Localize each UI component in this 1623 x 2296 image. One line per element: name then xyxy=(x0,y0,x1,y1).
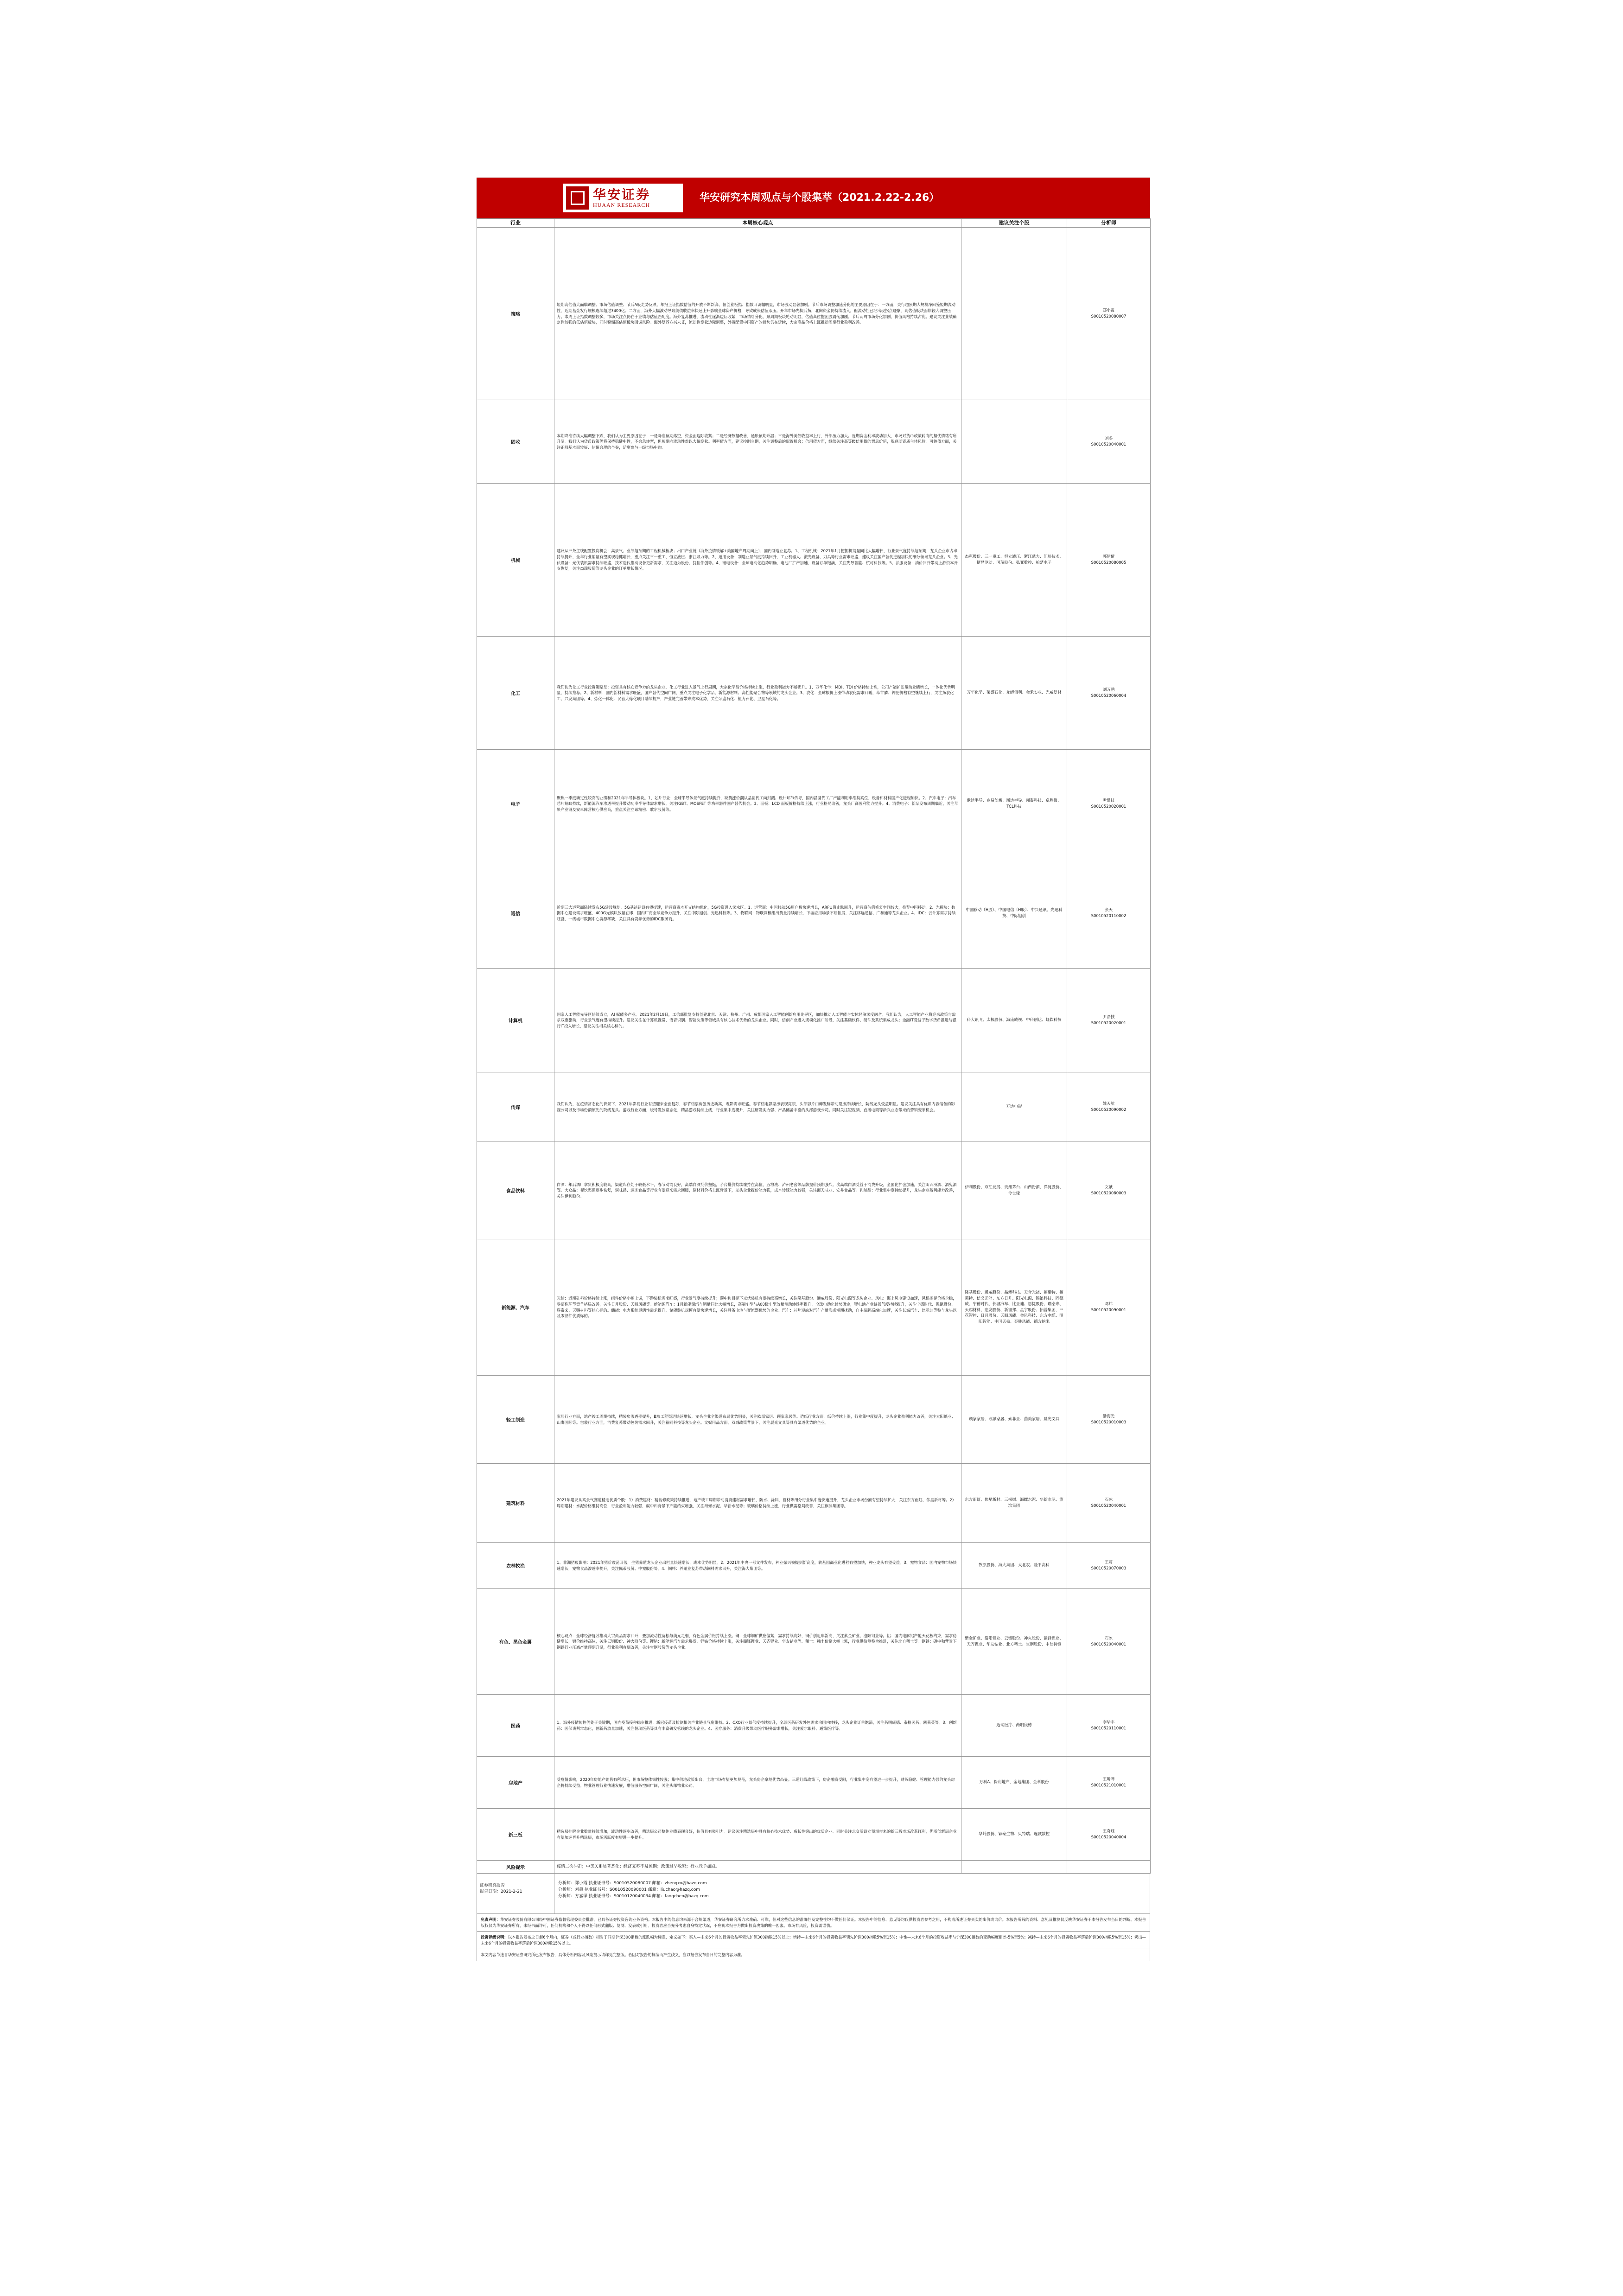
analyst-cell: 邓炜 S0010520090001 xyxy=(1067,1239,1151,1376)
sector-cell: 农林牧渔 xyxy=(477,1543,554,1589)
core-view-cell: 疫情二次冲击；中美关系显著恶化；经济复苏不及预期；政策过早收紧；行业竞争加剧。 xyxy=(554,1861,961,1874)
table-row xyxy=(477,969,1151,1072)
sector-cell: 食品饮料 xyxy=(477,1142,554,1239)
table-row xyxy=(477,1376,1151,1464)
core-view-cell: 精选层挂牌企业数量持续增加，流动性逐步改善，精选层公司整体业绩表现良好，估值具有吸引力。建议关注精选层中具有核心技术优势、成长性突出的优质企业。同时关注北交所设立预期带来的新三板市场改革红利，优质创新层企业有望加速晋升精选层，市场活跃度有望进一步提升。 xyxy=(554,1809,961,1861)
table-row xyxy=(477,228,1151,400)
core-view-cell: 1、海外疫情防控仍处于关键期，国内疫苗接种稳步推进，新冠疫苗及检测相关产业链景气度维持。2、CXO行业景气度持续提升，全球医药研发外包需求向国内转移，龙头企业订单饱满，关注药明康德、泰格医药、凯莱英等。3、创新药：医保谈判常态化，创新药放量加速，关注恒瑞医药等具有丰富研发管线的龙头企业。4、医疗服务：消费升级带动医疗服务需求增长，关注爱尔眼科、通策医疗等。 xyxy=(554,1695,961,1757)
sector-cell: 有色、黑色金属 xyxy=(477,1589,554,1695)
core-view-cell: 受疫情影响，2020年房地产销售有所承压，但市场整体韧性较强；集中供地政策出台，土地市场有望更加规范，龙头房企拿地优势凸显。三道红线政策下，房企融资受限，行业集中度有望进一步提升，财务稳健、管理能力强的龙头房企将持续受益。物业管理行业快速发展，增值服务空间广阔，关注头部物业公司。 xyxy=(554,1757,961,1809)
stocks-cell xyxy=(961,228,1067,400)
sector-cell: 新三板 xyxy=(477,1809,554,1861)
stocks-cell xyxy=(961,1861,1067,1874)
stocks-cell: 牧原股份、海大集团、大北农、隆平高科 xyxy=(961,1543,1067,1589)
sector-cell: 电子 xyxy=(477,750,554,858)
table-row xyxy=(477,1861,1151,1874)
analyst-contact: 分析师：郑小霞 执业证书号：S0010520080007 邮箱：zhengxx@hazq.com xyxy=(558,1881,707,1886)
core-view-cell: 2021年建议从高景气赛道精选优质个股：1）消费建材：精装修政策持续推进，地产竣工周期带动消费建材需求增长，防水、涂料、管材等细分行业集中度快速提升，龙头企业市场份额有望持续扩大，关注东方雨虹、伟星新材等。2）周期建材：水泥价格维持高位，行业盈利能力较强，碳中和背景下产能约束增强，关注海螺水泥、华新水泥等；玻璃价格持续上涨，行业供需格局改善，关注旗滨集团等。 xyxy=(554,1464,961,1543)
core-view-cell: 白酒：年后酒厂拿货积极度较高，渠道库存处于较低水平，春节动销良好，高端白酒批价坚挺，茅台批价持续维持在高位，五粮液、泸州老窖等品牌提价预期强烈。次高端白酒受益于消费升级，全国化扩张加速，关注山西汾酒、酒鬼酒等。大众品：餐饮渠道逐步恢复，调味品、速冻食品等行业有望迎来需求回暖，原材料价格上涨背景下，龙头企业提价能力强，成本转嫁能力较强，关注海天味业、安井食品等。乳制品：行业集中度持续提升，龙头企业盈利能力改善，关注伊利股份。 xyxy=(554,1142,961,1239)
sector-cell: 策略 xyxy=(477,228,554,400)
analyst-cell: 王奇珏 S0010520040004 xyxy=(1067,1809,1151,1861)
logo-english-name: HUAAN RESEARCH xyxy=(593,202,650,208)
table-row xyxy=(477,1239,1151,1376)
analyst-cell: 刘万鹏 S0010520060004 xyxy=(1067,637,1151,750)
core-view-cell: 1、非洲猪瘟影响：2021年猪价震荡回落，生猪养殖龙头企业出栏量快速增长，成本优势明显。2、2021年中央一号文件发布，种业振兴被提到新高度，转基因商业化进程有望加快，种业龙头有望受益。3、宠物食品：国内宠物市场快速增长，宠物食品渗透率提升，关注佩蒂股份、中宠股份等。4、饲料：养殖业复苏带动饲料需求回升，关注海大集团等。 xyxy=(554,1543,961,1589)
analyst-cell: 石冰 S0010520040001 xyxy=(1067,1464,1151,1543)
analyst-cell: 姚天航 S0010520090002 xyxy=(1067,1072,1151,1142)
stocks-cell: 科大讯飞、太极股份、海康威视、中科创达、虹软科技 xyxy=(961,969,1067,1072)
disclaimer xyxy=(477,1914,1150,1931)
rating-text: 以本报告发布之日起6个月内，证券（或行业指数）相对于同期沪深300指数的涨跌幅为标准，定义如下：买入—未来6个月的投资收益率领先沪深300指数15%以上；增持—未来6个月的投资收益率领先沪深300指数5%至15%；中性—未来6个月的投资收益率与沪深300指数的变动幅度相差-5%至5%；减持—未来6个月的投资收益率落后沪深300指数5%至15%；卖出—未来6个月的投资收益率落后沪深300指数15%以上。 xyxy=(481,1935,1146,1945)
table-row xyxy=(477,400,1151,484)
stocks-cell xyxy=(961,400,1067,484)
sector-cell: 计算机 xyxy=(477,969,554,1072)
sector-cell: 新能源、汽车 xyxy=(477,1239,554,1376)
report-note: 本文内容节选自华安证券研究所已发布报告，具体分析内容及风险提示请详见完整版。若因对报告的摘编而产生歧义，应以报告发布当日的完整内容为准。 xyxy=(477,1949,1150,1961)
logo-chinese-name: 华安证券 xyxy=(593,187,651,202)
sector-cell: 传媒 xyxy=(477,1072,554,1142)
report-footer xyxy=(477,1874,1150,1961)
core-view-cell: 家居行业方面，地产竣工周期持续，精装房渗透率提升，B端工程渠道快速增长，龙头企业全渠道布局优势明显，关注欧派家居、顾家家居等。造纸行业方面，纸价持续上涨，行业集中度提升，龙头企业盈利能力改善，关注太阳纸业、山鹰国际等。包装行业方面，消费复苏带动包装需求回升，关注裕同科技等龙头企业。文娱用品方面，双减政策背景下，关注晨光文具等具有渠道优势的企业。 xyxy=(554,1376,961,1464)
report-title: 华安研究本周观点与个股集萃（2021.2.22-2.26） xyxy=(700,192,940,204)
analyst-cell: 郭倩倩 S0010520080005 xyxy=(1067,484,1151,637)
header-stocks: 建议关注个股 xyxy=(961,219,1067,228)
company-logo xyxy=(563,184,683,212)
stocks-cell: 万达电影 xyxy=(961,1072,1067,1142)
core-view-cell: 核心观点：全球经济复苏推动大宗商品需求回升，叠加流动性宽松与美元走弱，有色金属价格持续上涨。铜：全球铜矿供应偏紧，需求持续向好，铜价创近年新高，关注紫金矿业、洛阳钼业等。铝：国内电解铝产能天花板约束，需求稳健增长，铝价维持高位，关注云铝股份、神火股份等。锂钴：新能源汽车需求爆发，锂钴价格持续上涨，关注赣锋锂业、天齐锂业、华友钴业等。稀土：稀土价格大幅上涨，行业供给侧整合推进，关注北方稀土等。钢铁：碳中和背景下钢铁行业压减产量预期升温，行业盈利有望改善，关注宝钢股份等龙头企业。 xyxy=(554,1589,961,1695)
analyst-cell: 尹沿技 S0010520020001 xyxy=(1067,750,1151,858)
stocks-cell: 万科A、保利地产、金地集团、金科股份 xyxy=(961,1757,1067,1809)
analyst-cell: 李华丰 S0010520110001 xyxy=(1067,1695,1151,1757)
header-sector: 行业 xyxy=(477,219,554,228)
sector-cell: 轻工制造 xyxy=(477,1376,554,1464)
core-view-cell: 短期高估值大面临调整、市场估值调整、节后A股走势反映、年报上证指数估值的开放不断新高，但创业板指、指数回调幅明显，市场波动显著加剧。节后市场调整加速分化的主要原因在于：一方面，央行超预期大规模净回笼短期流动性，近期基金发行规模连续超过3400亿；二方面，海外大幅波动导致美债收益率快速上升影响全球资产价格，导致成长估值承压。开年市场先抑后扬，北向资金仍持续流入，但流动性已经出现拐点迹象，高估值板块面临较大调整压力。本周上证指数调整较多，市场关注点仍在于业绩与估值匹配度。海外复苏推进，流动性逐渐边际收紧，市场情绪分化，顺周期板块轮动明显，估值高位抱团股震荡加剧。节后两周市场分化加剧，价值风格持续占优。建议关注业绩确定性较强的低估值板块，同时警惕高估值板块回调风险。海外复苏方兴未艾，流动性宽松边际调整，外资配置中国资产的趋势仍在延续，大宗商品价格上涨推动周期行业盈利改善。 xyxy=(554,228,961,400)
stocks-cell: 中国移动（H股）、中国电信（H股）、中兴通讯、光迅科技、中际旭创 xyxy=(961,858,1067,969)
core-view-cell: 本期降准待续大幅调整下跌，我们认为主要原因在于：一是降准预期落空，资金面边际收紧；二是经济数据改善，通胀预期升温；三是海外美债收益率上行，外部压力加大。近期资金利率波动加大，市场对货币政策转向的担忧情绪有所升温。我们认为货币政策仍将保持稳健中性，不会急转弯，但短期内流动性难以大幅宽松。利率债方面，建议控制久期，关注调整后的配置机会；信用债方面，继续关注高等级信用债的票息价值，规避弱资质主体风险。可转债方面，关注正股基本面较好、估值合理的个券，适度参与一级市场申购。 xyxy=(554,400,961,484)
report-info: 证券研究报告 报告日期：2021-2-21 xyxy=(477,1874,554,1913)
table-row xyxy=(477,750,1151,858)
core-view-cell: 光伏：近期硅料价格持续上涨，组件价格小幅上调，下游装机需求旺盛，行业景气度持续提升；碳中和目标下光伏装机有望持续高增长，关注隆基股份、通威股份、阳光电源等龙头企业。风电：海上风电建设加速，风机招标价格企稳，零部件环节竞争格局改善，关注日月股份、天顺风能等。新能源汽车：1月新能源汽车销量同比大幅增长，高端车型与A00级车型放量带动渗透率提升，全球电动化趋势确定，锂电池产业链景气度持续提升，关注宁德时代、恩捷股份、璞泰来、天赐材料等核心标的。储能：电力系统灵活性需求提升，储能装机规模有望快速增长，关注具备电池与变流器优势的企业。汽车：芯片短缺对汽车产量形成短期扰动，自主品牌高端化加速，关注长城汽车、比亚迪等整车龙头以及零部件优质标的。 xyxy=(554,1239,961,1376)
stocks-cell: 紫金矿业、洛阳钼业、云铝股份、神火股份、赣锋锂业、天齐锂业、华友钴业、北方稀土、宝钢股份、中信特钢 xyxy=(961,1589,1067,1695)
sector-cell: 化工 xyxy=(477,637,554,750)
table-row xyxy=(477,1695,1151,1757)
stocks-cell: 隆基股份、通威股份、晶澳科技、天合光能、福斯特、福莱特、信义光能、东方日升、阳光电源、锦浪科技、固德威、宁德时代、长城汽车、比亚迪、恩捷股份、璞泰来、天赐材料、宏发股份、新宙邦、星宇股份、拓普集团、三花智控、日月股份、天顺风能、金风科技、东方电缆、明阳智能、中国天楹、泰胜风能、德方纳米 xyxy=(961,1239,1067,1376)
table-row xyxy=(477,1757,1151,1809)
stocks-cell: 万华化学、荣盛石化、龙蟒佰利、金禾实业、光威复材 xyxy=(961,637,1067,750)
stocks-cell: 华岭股份、颖泰生物、贝特瑞、连城数控 xyxy=(961,1809,1067,1861)
disclaimer-text: 华安证券股份有限公司经中国证券监督管理委员会批准，已具备证券投资咨询业务资格。本报告中的信息均来源于合规渠道，华安证券研究所力求准确、可靠，但对这些信息的准确性及完整性均不做任何保证。本报告中的信息、意见等均仅供投资者参考之用，不构成所述证券买卖的出价或询价。本报告所载的资料、意见及推测仅反映华安证券于本报告发布当日的判断。本报告版权仅为华安证券所有，未经书面许可，任何机构和个人不得以任何形式翻版、复制、发表或引用。投资者应当充分考虑自身特定状况，不应视本报告为做出投资决策的唯一因素。市场有风险，投资需谨慎。 xyxy=(481,1917,1146,1928)
sector-cell: 通信 xyxy=(477,858,554,969)
analyst-cell xyxy=(1067,1861,1151,1874)
rating-section xyxy=(477,1931,1150,1949)
analyst-cell: 文献 S0010520080003 xyxy=(1067,1142,1151,1239)
table-row xyxy=(477,484,1151,637)
analyst-cell: 尹沿技 S0010520020001 xyxy=(1067,969,1151,1072)
report-banner xyxy=(477,178,1150,218)
stocks-cell: 迈瑞医疗、药明康德 xyxy=(961,1695,1067,1757)
header-core-view: 本周核心观点 xyxy=(554,219,961,228)
sector-cell: 医药 xyxy=(477,1695,554,1757)
core-view-cell: 我们认为化工行业投资策略是：投资具有核心竞争力的龙头企业，化工行业进入景气上行周期，大宗化学品价格持续上涨，行业盈利能力不断提升。1、万华化学：MDI、TDI 价格持续上涨，公司产能扩张带动业绩增长，一体化优势明显，持续推荐。2、新材料：国内新材料需求旺盛，国产替代空间广阔，重点关注电子化学品、新能源材料、高性能聚合物等领域的龙头企业。3、农化：全球粮价上涨带动农化需求回暖，草甘膦、钾肥价格有望继续上行，关注扬农化工、兴发集团等。4、炼化一体化：民营大炼化项目陆续投产，产业链完善带来成本优势，关注荣盛石化、恒力石化、卫星石化等。 xyxy=(554,637,961,750)
analyst-contact: 分析师：方嘉琛 执业证书号：S0010120040034 邮箱：fangchen@hazq.com xyxy=(558,1894,709,1899)
table-row xyxy=(477,858,1151,969)
table-row xyxy=(477,637,1151,750)
table-row xyxy=(477,1142,1151,1239)
analyst-cell: 王昕晔 S0010521010001 xyxy=(1067,1757,1151,1809)
stocks-cell: 东方雨虹、伟星新材、三棵树、海螺水泥、华新水泥、旗滨集团 xyxy=(961,1464,1067,1543)
rating-title: 投资评级说明： xyxy=(481,1935,508,1940)
core-view-cell: 国家人工智能先导区陆续成立，AI 赋能多产业。2021年2月19日，工信部批复支持创建北京、天津、杭州、广州、成都国家人工智能创新应用先导区，加快推动人工智能与实体经济深度融合。我们认为，人工智能产业将迎来政策与需求双重驱动，行业景气度有望持续提升。建议关注在计算机视觉、语音识别、智能决策等领域具有核心技术优势的龙头企业。同时，信创产业进入规模化推广阶段，关注基础软件、硬件及系统集成龙头；金融IT受益于数字货币推进与银行IT投入增长，建议关注相关核心标的。 xyxy=(554,969,961,1072)
report-page xyxy=(477,178,1150,1961)
views-table xyxy=(477,218,1151,1874)
sector-cell: 风险提示 xyxy=(477,1861,554,1874)
disclaimer-title: 免责声明： xyxy=(481,1917,500,1922)
sector-cell: 房地产 xyxy=(477,1757,554,1809)
table-row xyxy=(477,1809,1151,1861)
core-view-cell: 我们认为，在疫情常态化的背景下，2021年影视行业有望迎来全面复苏，春节档票房创历史新高，观影需求旺盛。春节档电影票房表现亮眼，头部影片口碑发酵带动票房持续增长，院线龙头受益明显。建议关注具有优质内容储备的影视公司以及市场份额领先的院线龙头。游戏行业方面，版号发放常态化，精品游戏持续上线，行业集中度提升，关注研发实力强、产品储备丰富的头部游戏公司。同时关注短视频、直播电商等新兴业态带来的营销变革机会。 xyxy=(554,1072,961,1142)
core-view-cell: 建议从三条主线配置投资机会：高景气、业绩超预期的工程机械板块；出口产业链（海外疫情缓解+美国地产周期向上）；国内制造业复苏。1、工程机械：2021年1月挖掘机销量同比大幅增长，行业景气度持续超预期，龙头企业市占率持续提升，全年行业销量有望实现稳健增长，重点关注三一重工、恒立液压、浙江鼎力等。2、通用设备：制造业景气度持续回升，工业机器人、激光设备、刀具等行业需求旺盛，建议关注国产替代进程加快的细分领域龙头企业。3、光伏设备：光伏装机需求持续旺盛，技术迭代推动设备更新需求，关注迈为股份、捷佳伟创等。4、锂电设备：全球电动化趋势明确，电池厂扩产加速，设备订单饱满，关注先导智能、杭可科技等。5、油服设备：油价回升带动上游资本开支恢复，关注杰瑞股份等龙头企业的订单增长情况。 xyxy=(554,484,961,637)
sector-cell: 固收 xyxy=(477,400,554,484)
contact-block xyxy=(477,1874,1150,1914)
analyst-cell: 石冰 S0010520040001 xyxy=(1067,1589,1151,1695)
table-row xyxy=(477,1072,1151,1142)
core-view-cell: 近期三大运营商陆续发布5G建设规划，5G基站建设有望提速，运营商资本开支结构优化，5G投资进入深水区。1、运营商：中国移动5G用户数快速增长，ARPU值止跌回升，运营商估值修复空间较大，推荐中国移动。2、光模块：数据中心建设需求旺盛，400G光模块放量在即，国内厂商全球竞争力提升，关注中际旭创、光迅科技等。3、物联网：物联网模组出货量持续增长，下游应用场景不断拓展，关注移远通信、广和通等龙头企业。4、IDC：云计算需求持续旺盛，一线城市数据中心资源稀缺，关注具有资源优势的IDC服务商。 xyxy=(554,858,961,969)
table-row xyxy=(477,1589,1151,1695)
stocks-cell: 歌达半导、兆易创新、斯达半导、闻泰科技、卓胜微、TCL科技 xyxy=(961,750,1067,858)
analyst-cell: 王莺 S0010520070003 xyxy=(1067,1543,1151,1589)
analyst-cell: 潘海光 S0010520010003 xyxy=(1067,1376,1151,1464)
stocks-cell: 杰克股份、三一重工、恒立液压、浙江鼎力、汇川技术、捷昌驱动、国茂股份、弘亚数控、柏楚电子 xyxy=(961,484,1067,637)
analyst-cell: 张天 S0010520110002 xyxy=(1067,858,1151,969)
table-row xyxy=(477,1543,1151,1589)
sector-cell: 建筑材料 xyxy=(477,1464,554,1543)
stocks-cell: 伊利股份、双汇发展、贵州茅台、山西汾酒、洋河股份、今世缘 xyxy=(961,1142,1067,1239)
table-header-row xyxy=(477,219,1151,228)
header-analyst: 分析师 xyxy=(1067,219,1151,228)
stocks-cell: 顾家家居、欧派家居、索菲亚、曲美家居、晨光文具 xyxy=(961,1376,1067,1464)
analyst-contact: 分析师：刘超 执业证书号：S0010520090001 邮箱：liuchao@hazq.com xyxy=(558,1888,700,1892)
analyst-cell: 刘冬 S0010520040001 xyxy=(1067,400,1151,484)
seal-icon xyxy=(566,186,589,210)
table-row xyxy=(477,1464,1151,1543)
sector-cell: 机械 xyxy=(477,484,554,637)
core-view-cell: 聚焦一季度确定性较高的业绩和2021年半导体板块。1、芯片行业：全球半导体景气度持续提升，缺货涨价潮从晶圆代工向封测、设计环节传导，国内晶圆代工厂产能利用率维持高位，设备和材料国产化进程加快。2、汽车电子：汽车芯片短缺持续，新能源汽车渗透率提升带动功率半导体需求增长，关注IGBT、MOSFET 等功率器件国产替代机会。3、面板：LCD 面板价格持续上涨，行业格局改善，龙头厂商盈利能力提升。4、消费电子：新品发布周期临近，关注苹果产业链及安卓阵营核心供应商，重点关注立讯精密、歌尔股份等。 xyxy=(554,750,961,858)
analyst-cell: 郑小霞 S0010520080007 xyxy=(1067,228,1151,400)
